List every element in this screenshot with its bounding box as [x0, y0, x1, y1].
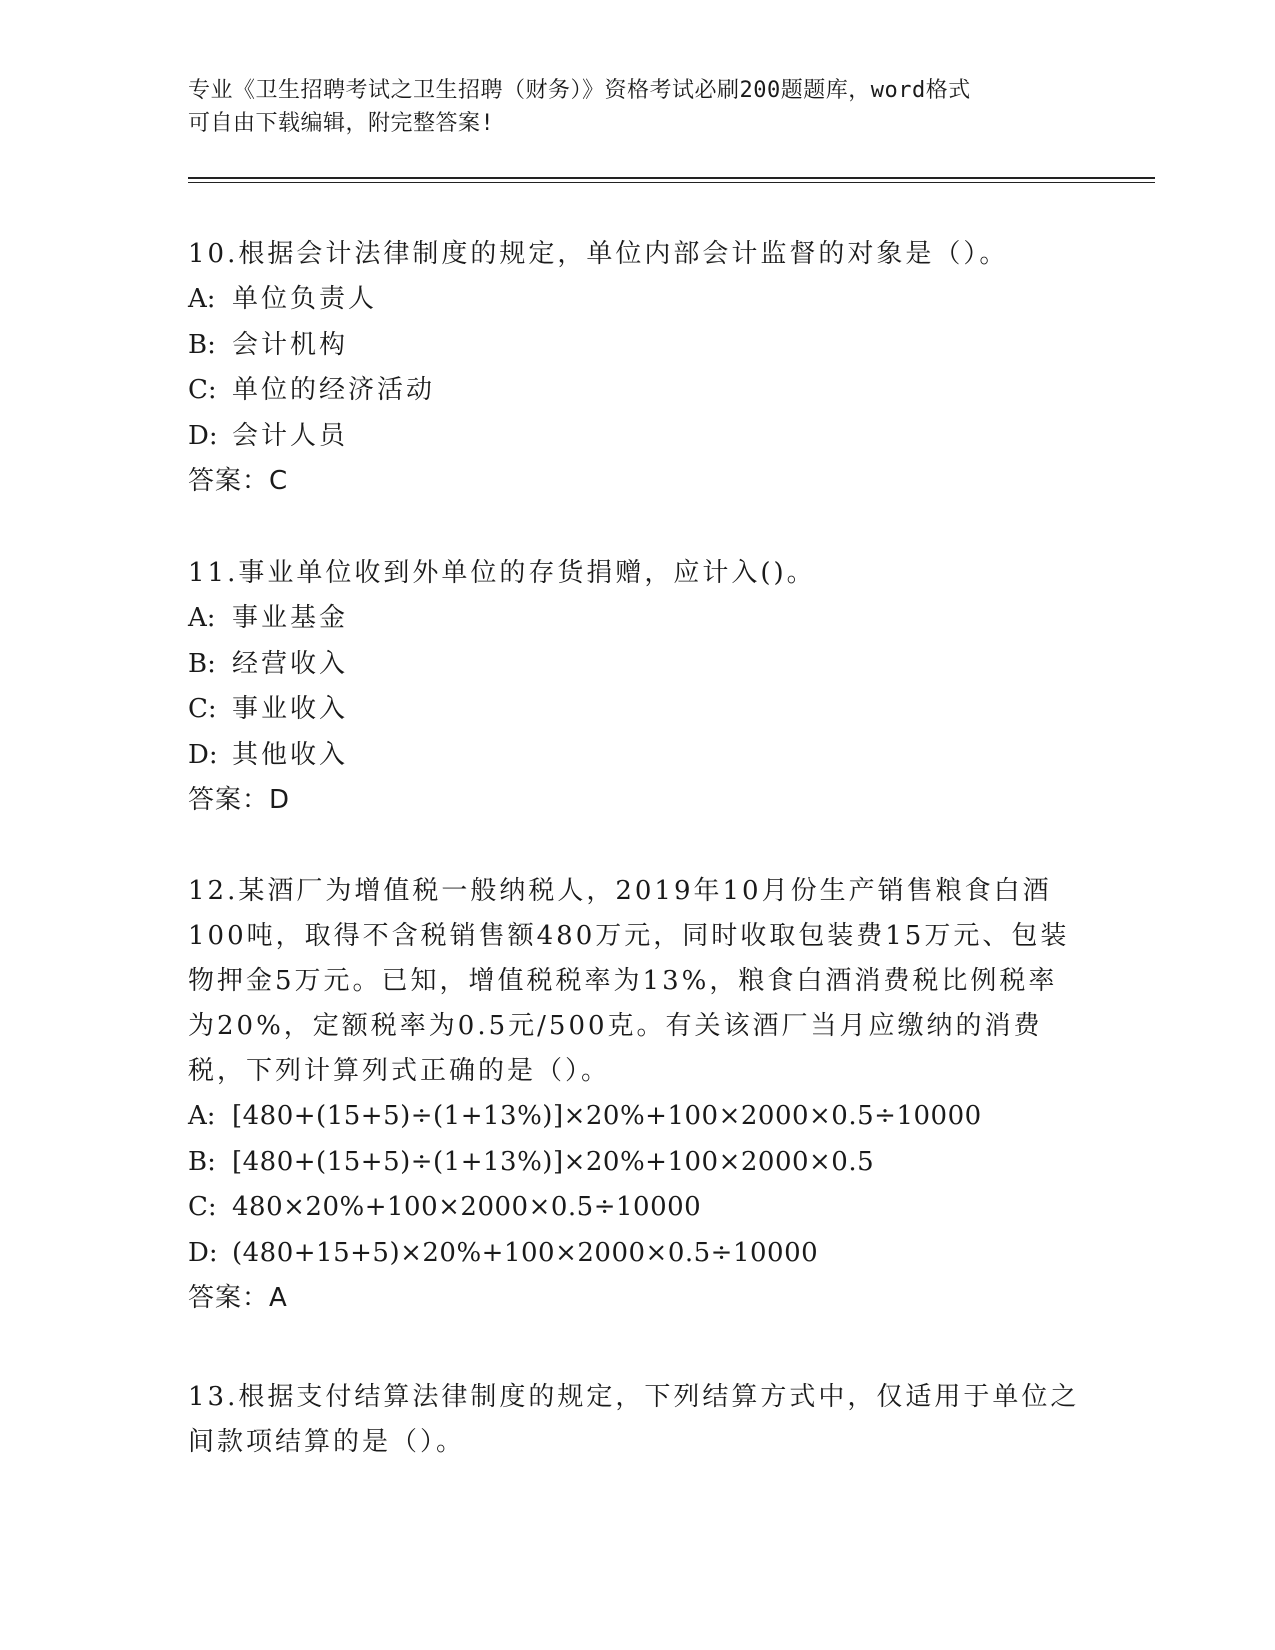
question-stem-line: 12.某酒厂为增值税一般纳税人，2019年10月份生产销售粮食白酒: [188, 876, 1052, 906]
option-c: [188, 368, 1088, 414]
option-a: [188, 277, 1088, 323]
header-title-line-2: 可自由下载编辑，附完整答案!: [188, 111, 495, 136]
question-stem-line: 间款项结算的是（）。: [188, 1427, 466, 1457]
option-d: [188, 1231, 1088, 1277]
option-d: [188, 733, 1088, 779]
option-letter: A:: [188, 603, 216, 633]
option-letter: A:: [188, 284, 216, 314]
option-text: 其他收入: [232, 739, 349, 770]
option-text: 单位的经济活动: [232, 375, 436, 405]
option-text: 事业基金: [232, 603, 349, 633]
option-c: [188, 687, 1088, 733]
option-letter: D:: [188, 739, 218, 770]
option-c: [188, 1185, 1088, 1231]
option-text: 经营收入: [232, 648, 349, 679]
question-stem-line: 13.根据支付结算法律制度的规定，下列结算方式中，仅适用于单位之: [188, 1382, 1080, 1412]
option-text: [480+(15+5)÷(1+13%)]×20%+100×2000×0.5÷10000: [232, 1101, 982, 1131]
question-stem-line: 税，下列计算列式正确的是（）。: [188, 1056, 611, 1086]
question-12: [188, 869, 1088, 1321]
header-divider-bottom: [188, 182, 1155, 183]
option-b: [188, 1140, 1088, 1186]
option-text: 事业收入: [232, 694, 349, 724]
option-letter: D:: [188, 1237, 218, 1268]
option-letter: A:: [188, 1101, 216, 1131]
answer-line: 答案：A: [188, 1283, 288, 1313]
question-10: [188, 232, 1088, 504]
option-letter: C:: [188, 1192, 217, 1222]
option-letter: B:: [188, 329, 216, 360]
option-letter: B:: [188, 648, 216, 679]
option-text: 单位负责人: [232, 284, 378, 314]
option-text: [480+(15+5)÷(1+13%)]×20%+100×2000×0.5: [232, 1146, 875, 1177]
option-text: 会计人员: [232, 420, 349, 451]
question-stem-line: 100吨，取得不含税销售额480万元，同时收取包装费15万元、包装: [188, 921, 1070, 951]
option-letter: C:: [188, 375, 217, 405]
option-d: [188, 414, 1088, 460]
question-stem: 10.根据会计法律制度的规定，单位内部会计监督的对象是（）。: [188, 239, 1009, 269]
document-header: [188, 74, 1068, 140]
option-a: [188, 1094, 1088, 1140]
question-stem-line: 物押金5万元。已知，增值税税率为13%，粮食白酒消费税比例税率: [188, 966, 1058, 996]
option-b: [188, 642, 1088, 688]
question-stem-line: 为20%，定额税率为0.5元/500克。有关该酒厂当月应缴纳的消费: [188, 1011, 1043, 1041]
answer-line: 答案：D: [188, 785, 291, 815]
option-letter: C:: [188, 694, 217, 724]
question-11: [188, 551, 1088, 823]
option-letter: D:: [188, 420, 218, 451]
option-b: [188, 323, 1088, 369]
option-text: 480×20%+100×2000×0.5÷10000: [232, 1192, 702, 1222]
question-stem: 11.事业单位收到外单位的存货捐赠，应计入()。: [188, 558, 816, 588]
option-letter: B:: [188, 1146, 216, 1177]
option-text: (480+15+5)×20%+100×2000×0.5÷10000: [232, 1237, 819, 1268]
answer-line: 答案：C: [188, 466, 289, 496]
question-13: [188, 1375, 1088, 1465]
header-divider-top: [188, 177, 1155, 179]
header-title-line-1: 专业《卫生招聘考试之卫生招聘（财务）》资格考试必刷200题题库，word格式: [188, 78, 971, 103]
option-text: 会计机构: [232, 329, 349, 360]
option-a: [188, 596, 1088, 642]
